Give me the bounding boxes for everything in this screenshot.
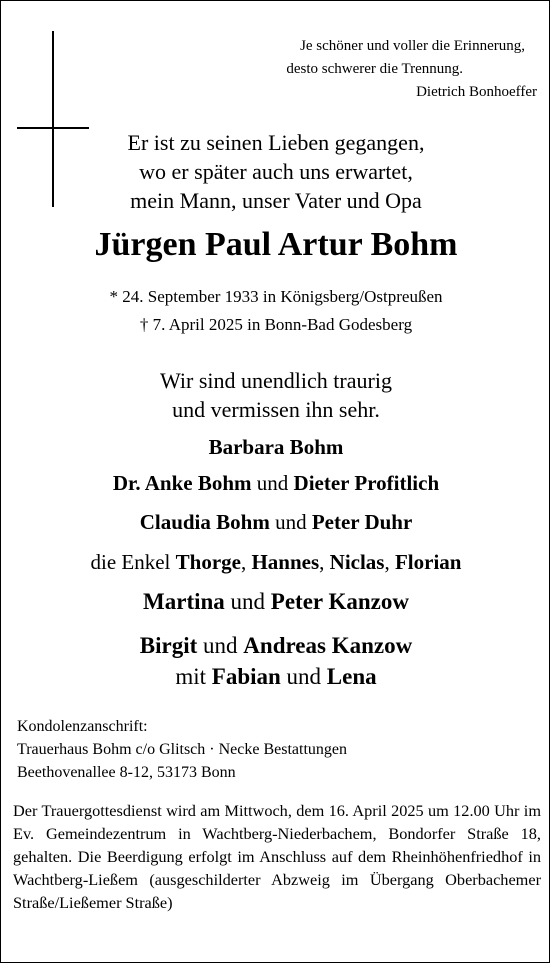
conjunction: und bbox=[275, 510, 307, 534]
grief-text bbox=[1, 366, 550, 424]
mourner-line bbox=[1, 630, 550, 692]
intro-text bbox=[1, 128, 550, 215]
with-label: mit bbox=[175, 664, 207, 689]
grief-line: Wir sind unendlich traurig bbox=[160, 368, 392, 393]
conjunction: und bbox=[230, 589, 266, 614]
conjunction: und bbox=[286, 664, 322, 689]
mourner-name: Martina bbox=[143, 589, 225, 614]
intro-line: Er ist zu seinen Lieben gegangen, bbox=[127, 130, 425, 155]
mourner-line bbox=[1, 547, 550, 577]
mourner-name: Peter Kanzow bbox=[270, 589, 409, 614]
mourner-name: Thorge bbox=[175, 550, 241, 574]
mourner-name: Dr. Anke Bohm bbox=[112, 471, 252, 495]
mourner-line bbox=[1, 432, 550, 462]
grandchildren-label: die Enkel bbox=[90, 550, 171, 574]
mourner-name: Claudia Bohm bbox=[139, 510, 270, 534]
condolence-line: Trauerhaus Bohm c/o Glitsch · Necke Bestattungen bbox=[17, 741, 348, 758]
birth-date: * 24. September 1933 in Königsberg/Ostpreußen bbox=[109, 287, 443, 306]
comma: , bbox=[319, 550, 325, 574]
mourner-line bbox=[1, 468, 550, 498]
grief-line: und vermissen ihn sehr. bbox=[172, 397, 380, 422]
comma: , bbox=[240, 550, 247, 574]
mourner-name: Niclas bbox=[329, 550, 385, 574]
quote-line: Je schöner und voller die Erinnerung, bbox=[300, 38, 525, 54]
mourner-name: Fabian bbox=[211, 664, 281, 689]
conjunction: und bbox=[256, 471, 289, 495]
quote-author: Dietrich Bonhoeffer bbox=[416, 84, 537, 100]
mourner-name: Lena bbox=[326, 664, 377, 689]
mourner-name: Peter Duhr bbox=[311, 510, 413, 534]
condolence-label: Kondolenzanschrift: bbox=[17, 718, 148, 735]
mourner-line bbox=[1, 587, 550, 617]
intro-line: wo er später auch uns erwartet, bbox=[139, 159, 413, 184]
intro-line: mein Mann, unser Vater und Opa bbox=[130, 188, 422, 213]
mourner-name: Andreas Kanzow bbox=[243, 633, 413, 658]
mourner-name: Dieter Profitlich bbox=[293, 471, 440, 495]
mourner-name: Florian bbox=[394, 550, 462, 574]
death-date: † 7. April 2025 in Bonn-Bad Godesberg bbox=[139, 315, 413, 334]
comma: , bbox=[384, 550, 390, 574]
conjunction: und bbox=[203, 633, 238, 658]
mourner-name: Birgit bbox=[139, 633, 198, 658]
mourner-line bbox=[1, 507, 550, 537]
life-dates bbox=[1, 283, 550, 339]
service-info: Der Trauergottesdienst wird am Mittwoch, dem 16. April 2025 um 12.00 Uhr im Ev. Gemeindezentrum in Wachtberg-Niederbachem, Bondorfer Straße 18, gehalten. Die Beerdigung erfolgt im Anschluss auf dem Rheinhöhenfriedhof in Wachtberg-Ließem (ausgeschilderter Abzweig im Übergang Oberbachemer Straße/Ließemer Straße) bbox=[13, 801, 541, 912]
quote-block bbox=[286, 35, 537, 104]
mourner-name: Barbara Bohm bbox=[208, 435, 344, 459]
deceased-name: Jürgen Paul Artur Bohm bbox=[94, 226, 458, 263]
quote-line: desto schwerer die Trennung. bbox=[286, 61, 463, 77]
condolence-address bbox=[17, 715, 347, 784]
condolence-line: Beethovenallee 8-12, 53173 Bonn bbox=[17, 764, 236, 781]
mourner-name: Hannes bbox=[251, 550, 320, 574]
